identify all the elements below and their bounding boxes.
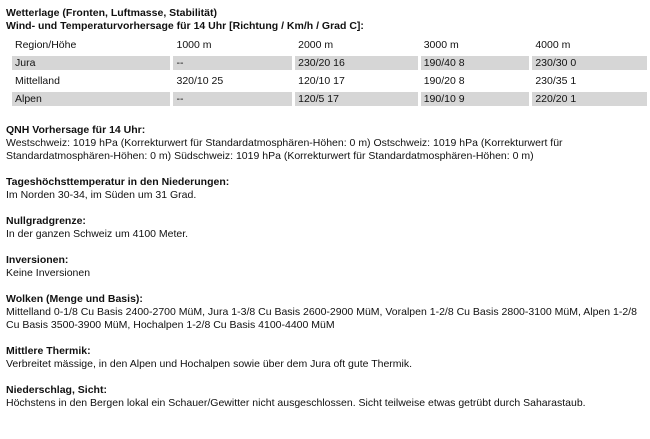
- table-cell: 120/5 17: [295, 92, 418, 106]
- section-body: Keine Inversionen: [6, 267, 91, 279]
- table-cell: --: [173, 92, 292, 106]
- table-cell: 230/35 1: [535, 75, 577, 87]
- table-cell: 190/20 8: [423, 75, 465, 87]
- section-body: Höchstens in den Bergen lokal ein Schauer/Gewitter nicht ausgeschlossen. Sicht teilweise etwas getrübt durch Saharastaub.: [6, 397, 586, 409]
- table-cell: 190/10 9: [421, 92, 530, 106]
- table-row: [12, 74, 647, 88]
- section-body: Westschweiz: 1019 hPa (Korrekturwert für Standardatmosphären-Höhen: 0 m) Ostschweiz: 1019 hPa (Korrekturwert für Standardatmosphären-Höhen: 0 m) Südschweiz: 1019 hPa (Korrekturwert für Standardatmosphären-Höhen: 0 m): [6, 137, 563, 162]
- wind-temperature-table: [9, 34, 650, 110]
- table-cell: Mittelland: [15, 75, 60, 87]
- table-cell: 230/20 16: [295, 56, 418, 70]
- weather-situation-heading: Wetterlage (Fronten, Luftmasse, Stabilität): [6, 7, 217, 19]
- thermals-section: [6, 345, 650, 371]
- section-body: Mittelland 0-1/8 Cu Basis 2400-2700 MüM, Jura 1-3/8 Cu Basis 2600-2900 MüM, Voralpen 1-2/8 Cu Basis 2800-3100 MüM, Alpen 1-2/8 Cu Basis 3500-3900 MüM, Hochalpen 1-2/8 Cu Basis 4100-4400 MüM: [6, 306, 637, 331]
- section-title: Inversionen:: [6, 254, 69, 266]
- table-cell: 230/30 0: [532, 56, 647, 70]
- table-cell: Alpen: [12, 92, 170, 106]
- table-row: [12, 92, 647, 106]
- section-title: Mittlere Thermik:: [6, 345, 91, 357]
- table-header-cell: 4000 m: [535, 39, 571, 51]
- freezing-level-section: [6, 215, 650, 241]
- table-header-cell: 1000 m: [176, 39, 212, 51]
- section-title: Niederschlag, Sicht:: [6, 384, 107, 396]
- table-cell: Jura: [12, 56, 170, 70]
- table-row: [12, 56, 647, 70]
- clouds-section: [6, 293, 650, 332]
- section-title: Tageshöchsttemperatur in den Niederungen:: [6, 176, 230, 188]
- inversions-section: [6, 254, 650, 280]
- section-title: Nullgradgrenze:: [6, 215, 86, 227]
- table-header-cell: Region/Höhe: [15, 39, 77, 51]
- section-body: In der ganzen Schweiz um 4100 Meter.: [6, 228, 189, 240]
- table-header-row: [12, 38, 647, 52]
- table-cell: --: [173, 56, 292, 70]
- section-body: Im Norden 30-34, im Süden um 31 Grad.: [6, 189, 197, 201]
- table-cell: 320/10 25: [176, 75, 224, 87]
- table-cell: 220/20 1: [532, 92, 647, 106]
- section-title: Wolken (Menge und Basis):: [6, 293, 143, 305]
- qnh-section: [6, 124, 650, 163]
- precipitation-visibility-section: [6, 384, 650, 410]
- section-title: QNH Vorhersage für 14 Uhr:: [6, 124, 146, 136]
- wind-temperature-heading: Wind- und Temperaturvorhersage für 14 Uhr [Richtung / Km/h / Grad C]:: [6, 20, 364, 32]
- section-body: Verbreitet mässige, in den Alpen und Hochalpen sowie über dem Jura oft gute Thermik.: [6, 358, 413, 370]
- table-cell: 190/40 8: [421, 56, 530, 70]
- table-header-cell: 2000 m: [298, 39, 334, 51]
- table-cell: 120/10 17: [298, 75, 345, 87]
- max-temperature-section: [6, 176, 650, 202]
- table-header-cell: 3000 m: [423, 39, 459, 51]
